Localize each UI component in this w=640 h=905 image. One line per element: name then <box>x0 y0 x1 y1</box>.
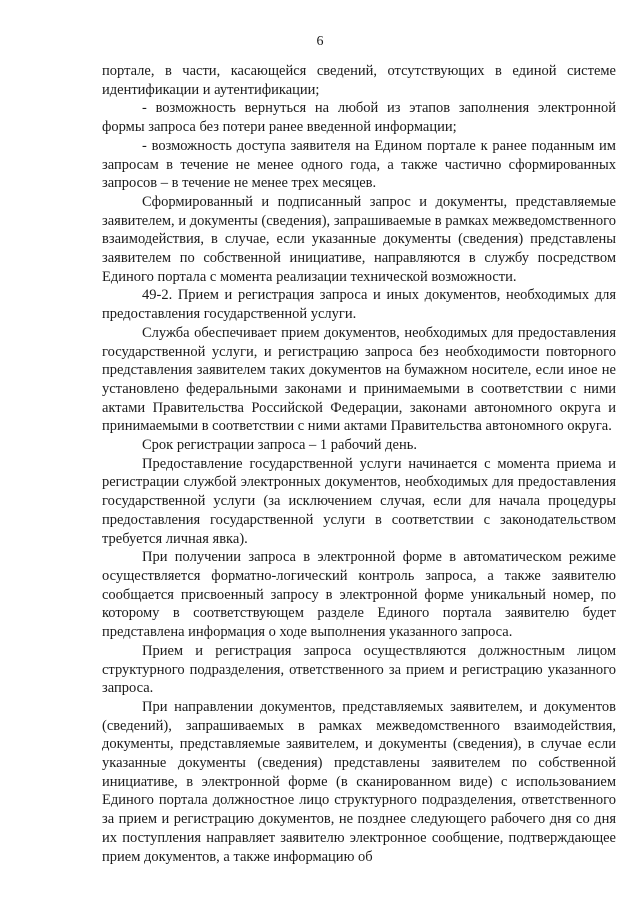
paragraph: - возможность вернуться на любой из этапов заполнения электронной формы запроса без потери ранее введенной информации; <box>102 100 616 136</box>
paragraph: Сформированный и подписанный запрос и документы, представляемые заявителем, и документы (сведения), запрашиваемые в рамках межведомственного взаимодействия, в случае, если указанные документы (сведения) представлены заявителем по собственной инициативе, направляются в службу посредством Единого портала с момента реализации технической возможности. <box>102 193 616 285</box>
page-number: 6 <box>316 34 324 49</box>
paragraph: Предоставление государственной услуги начинается с момента приема и регистрации службой электронных документов, необходимых для предоставления государственной услуги (за исключением случая, если для начала процедуры предоставления государственной услуги в соответствии с законодательством требуется личная явка). <box>102 455 616 547</box>
paragraph: При получении запроса в электронной форме в автоматическом режиме осуществляется форматно-логический контроль запроса, а также заявителю сообщается присвоенный запросу в электронной форме уникальный номер, по которому в соответствующем разделе Единого портала заявителю будет представлена информация о ходе выполнения указанного запроса. <box>102 549 616 641</box>
section-heading: 49-2. Прием и регистрация запроса и иных документов, необходимых для предоставления государственной услуги. <box>102 287 616 323</box>
document-body <box>102 62 616 866</box>
paragraph: При направлении документов, представляемых заявителем, и документов (сведений), запрашиваемых в рамках межведомственного взаимодействия, документы, представляемые заявителем, и документы (сведения), в случае если указанные документы (сведения) представлены заявителем по собственной инициативе, в электронной форме (в сканированном виде) с использованием Единого портала должностное лицо структурного подразделения, ответственного за прием и регистрацию документов, не позднее следующего рабочего дня со дня их поступления направляет заявителю электронное сообщение, подтверждающее прием документов, а также информацию об <box>102 698 616 865</box>
paragraph: порталe, в части, касающейся сведений, отсутствующих в единой системе идентификации и аутентификации; <box>102 63 616 98</box>
paragraph: Служба обеспечивает прием документов, необходимых для предоставления государственной услуги, и регистрацию запроса без необходимости повторного представления заявителем таких документов на бумажном носителе, если иное не установлено федеральными законами и принимаемыми в соответствии с ними актами Правительства Российской Федерации, законами автономного округа и принимаемыми в соответствии с ними актами Правительства автономного округа. <box>102 324 616 435</box>
paragraph: Прием и регистрация запроса осуществляются должностным лицом структурного подразделения, ответственного за прием и регистрацию указанного запроса. <box>102 642 616 697</box>
paragraph: Срок регистрации запроса – 1 рабочий день. <box>142 437 417 454</box>
paragraph: - возможность доступа заявителя на Едином портале к ранее поданным им запросам в течение не менее одного года, а также частично сформированных запросов – в течение не менее трех месяцев. <box>102 137 616 192</box>
